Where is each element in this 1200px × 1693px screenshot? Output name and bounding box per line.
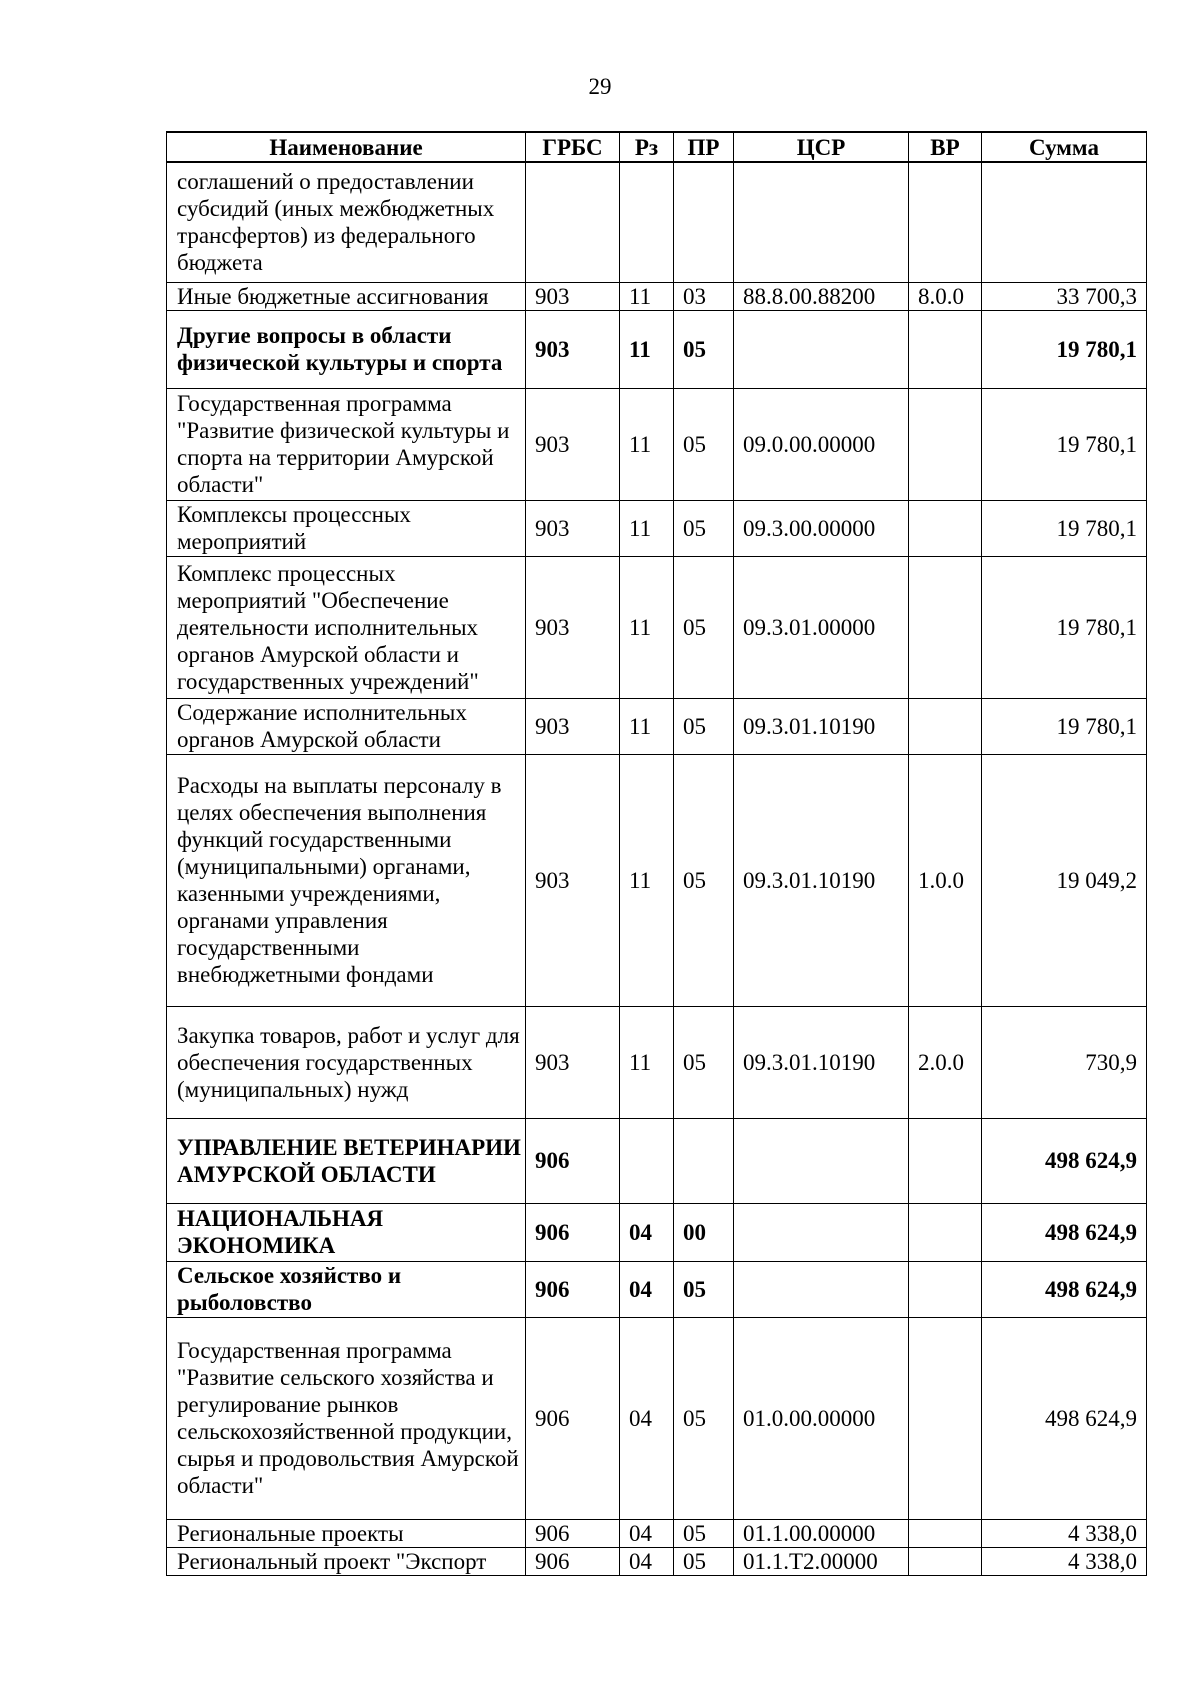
- header-pr: ПР: [674, 132, 734, 162]
- header-csr: ЦСР: [734, 132, 909, 162]
- cell-sum: 33 700,3: [982, 282, 1147, 310]
- cell-pr: 00: [674, 1203, 734, 1261]
- cell-sum: 19 780,1: [982, 310, 1147, 388]
- cell-csr: [734, 1203, 909, 1261]
- cell-sum: 498 624,9: [982, 1261, 1147, 1317]
- header-rz: Рз: [620, 132, 674, 162]
- table-row: [167, 556, 1147, 698]
- cell-name: Комплексы процессных мероприятий: [167, 500, 526, 556]
- cell-rz: 04: [620, 1547, 674, 1575]
- cell-pr: [674, 162, 734, 282]
- cell-rz: 11: [620, 282, 674, 310]
- cell-pr: [674, 1118, 734, 1203]
- cell-sum: 19 780,1: [982, 500, 1147, 556]
- cell-pr: 05: [674, 754, 734, 1006]
- cell-csr: [734, 162, 909, 282]
- table-row: [167, 1006, 1147, 1118]
- cell-rz: [620, 162, 674, 282]
- cell-pr: 05: [674, 1519, 734, 1547]
- cell-vr: [909, 1519, 982, 1547]
- cell-pr: 03: [674, 282, 734, 310]
- cell-csr: 88.8.00.88200: [734, 282, 909, 310]
- budget-table: [166, 131, 1147, 1576]
- cell-vr: [909, 1547, 982, 1575]
- cell-name: Закупка товаров, работ и услуг для обеспечения государственных (муниципальных) нужд: [167, 1006, 526, 1118]
- cell-rz: [620, 1118, 674, 1203]
- cell-rz: 11: [620, 698, 674, 754]
- cell-vr: [909, 1261, 982, 1317]
- cell-rz: 11: [620, 556, 674, 698]
- cell-vr: [909, 1317, 982, 1519]
- cell-csr: 01.1.00.00000: [734, 1519, 909, 1547]
- cell-vr: [909, 1118, 982, 1203]
- cell-grbs: 906: [526, 1317, 620, 1519]
- cell-name: Комплекс процессных мероприятий "Обеспечение деятельности исполнительных органов Амурской области и государственных учреждений": [167, 556, 526, 698]
- cell-grbs: 906: [526, 1547, 620, 1575]
- cell-sum: 498 624,9: [982, 1317, 1147, 1519]
- cell-csr: 09.0.00.00000: [734, 388, 909, 500]
- cell-vr: 8.0.0: [909, 282, 982, 310]
- cell-name: соглашений о предоставлении субсидий (иных межбюджетных трансфертов) из федерального бюджета: [167, 162, 526, 282]
- cell-name: Государственная программа "Развитие сельского хозяйства и регулирование рынков сельскохозяйственной продукции, сырья и продовольствия Амурской области": [167, 1317, 526, 1519]
- cell-name: Региональные проекты: [167, 1519, 526, 1547]
- table-row: [167, 1547, 1147, 1575]
- table-row: [167, 1519, 1147, 1547]
- cell-name: УПРАВЛЕНИЕ ВЕТЕРИНАРИИ АМУРСКОЙ ОБЛАСТИ: [167, 1118, 526, 1203]
- cell-rz: 04: [620, 1203, 674, 1261]
- cell-vr: [909, 388, 982, 500]
- header-vr: ВР: [909, 132, 982, 162]
- cell-sum: 19 780,1: [982, 698, 1147, 754]
- header-name: Наименование: [167, 132, 526, 162]
- cell-sum: 19 049,2: [982, 754, 1147, 1006]
- header-sum: Сумма: [982, 132, 1147, 162]
- cell-sum: [982, 162, 1147, 282]
- cell-csr: 09.3.00.00000: [734, 500, 909, 556]
- cell-sum: 498 624,9: [982, 1118, 1147, 1203]
- table-row: [167, 162, 1147, 282]
- cell-vr: [909, 1203, 982, 1261]
- cell-pr: 05: [674, 1547, 734, 1575]
- header-row: [167, 132, 1147, 162]
- cell-pr: 05: [674, 556, 734, 698]
- cell-grbs: 903: [526, 310, 620, 388]
- cell-grbs: 903: [526, 556, 620, 698]
- table-row: [167, 1261, 1147, 1317]
- cell-rz: 11: [620, 310, 674, 388]
- cell-rz: 11: [620, 1006, 674, 1118]
- cell-name: Государственная программа "Развитие физической культуры и спорта на территории Амурской области": [167, 388, 526, 500]
- page-number: 29: [588, 74, 612, 99]
- cell-vr: 2.0.0: [909, 1006, 982, 1118]
- table-row: [167, 1317, 1147, 1519]
- cell-sum: 4 338,0: [982, 1547, 1147, 1575]
- cell-csr: [734, 1118, 909, 1203]
- cell-pr: 05: [674, 388, 734, 500]
- cell-csr: [734, 1261, 909, 1317]
- cell-pr: 05: [674, 1006, 734, 1118]
- cell-csr: 01.1.Т2.00000: [734, 1547, 909, 1575]
- cell-csr: 09.3.01.10190: [734, 698, 909, 754]
- cell-name: Расходы на выплаты персоналу в целях обеспечения выполнения функций государственными (муниципальными) органами, казенными учреждениями, органами управления государственными внебюджетными фондами: [167, 754, 526, 1006]
- cell-grbs: 906: [526, 1261, 620, 1317]
- cell-csr: [734, 310, 909, 388]
- cell-rz: 11: [620, 388, 674, 500]
- table-header: [167, 132, 1147, 162]
- table-row: [167, 754, 1147, 1006]
- table-row: [167, 282, 1147, 310]
- table-row: [167, 1203, 1147, 1261]
- cell-sum: 19 780,1: [982, 556, 1147, 698]
- cell-name: НАЦИОНАЛЬНАЯ ЭКОНОМИКА: [167, 1203, 526, 1261]
- cell-csr: 01.0.00.00000: [734, 1317, 909, 1519]
- cell-grbs: 903: [526, 698, 620, 754]
- cell-csr: 09.3.01.00000: [734, 556, 909, 698]
- cell-grbs: 906: [526, 1203, 620, 1261]
- table-row: [167, 1118, 1147, 1203]
- cell-grbs: 903: [526, 754, 620, 1006]
- cell-name: Другие вопросы в области физической культуры и спорта: [167, 310, 526, 388]
- table-row: [167, 698, 1147, 754]
- cell-sum: 4 338,0: [982, 1519, 1147, 1547]
- cell-pr: 05: [674, 698, 734, 754]
- cell-rz: 11: [620, 754, 674, 1006]
- cell-rz: 04: [620, 1317, 674, 1519]
- cell-pr: 05: [674, 500, 734, 556]
- cell-vr: [909, 500, 982, 556]
- cell-pr: 05: [674, 1317, 734, 1519]
- cell-name: Сельское хозяйство и рыболовство: [167, 1261, 526, 1317]
- cell-grbs: 903: [526, 500, 620, 556]
- header-grbs: ГРБС: [526, 132, 620, 162]
- cell-grbs: 903: [526, 388, 620, 500]
- cell-vr: [909, 556, 982, 698]
- cell-rz: 04: [620, 1519, 674, 1547]
- cell-vr: [909, 162, 982, 282]
- cell-name: Содержание исполнительных органов Амурской области: [167, 698, 526, 754]
- cell-rz: 11: [620, 500, 674, 556]
- cell-vr: [909, 310, 982, 388]
- cell-name: Региональный проект "Экспорт: [167, 1547, 526, 1575]
- cell-csr: 09.3.01.10190: [734, 1006, 909, 1118]
- table-body: [167, 162, 1147, 1575]
- table-row: [167, 500, 1147, 556]
- cell-sum: 498 624,9: [982, 1203, 1147, 1261]
- cell-grbs: 906: [526, 1118, 620, 1203]
- cell-pr: 05: [674, 310, 734, 388]
- cell-grbs: 906: [526, 1519, 620, 1547]
- cell-sum: 19 780,1: [982, 388, 1147, 500]
- cell-sum: 730,9: [982, 1006, 1147, 1118]
- cell-vr: 1.0.0: [909, 754, 982, 1006]
- table-row: [167, 388, 1147, 500]
- cell-grbs: 903: [526, 282, 620, 310]
- cell-vr: [909, 698, 982, 754]
- cell-grbs: [526, 162, 620, 282]
- cell-name: Иные бюджетные ассигнования: [167, 282, 526, 310]
- cell-grbs: 903: [526, 1006, 620, 1118]
- cell-pr: 05: [674, 1261, 734, 1317]
- cell-csr: 09.3.01.10190: [734, 754, 909, 1006]
- cell-rz: 04: [620, 1261, 674, 1317]
- table-row: [167, 310, 1147, 388]
